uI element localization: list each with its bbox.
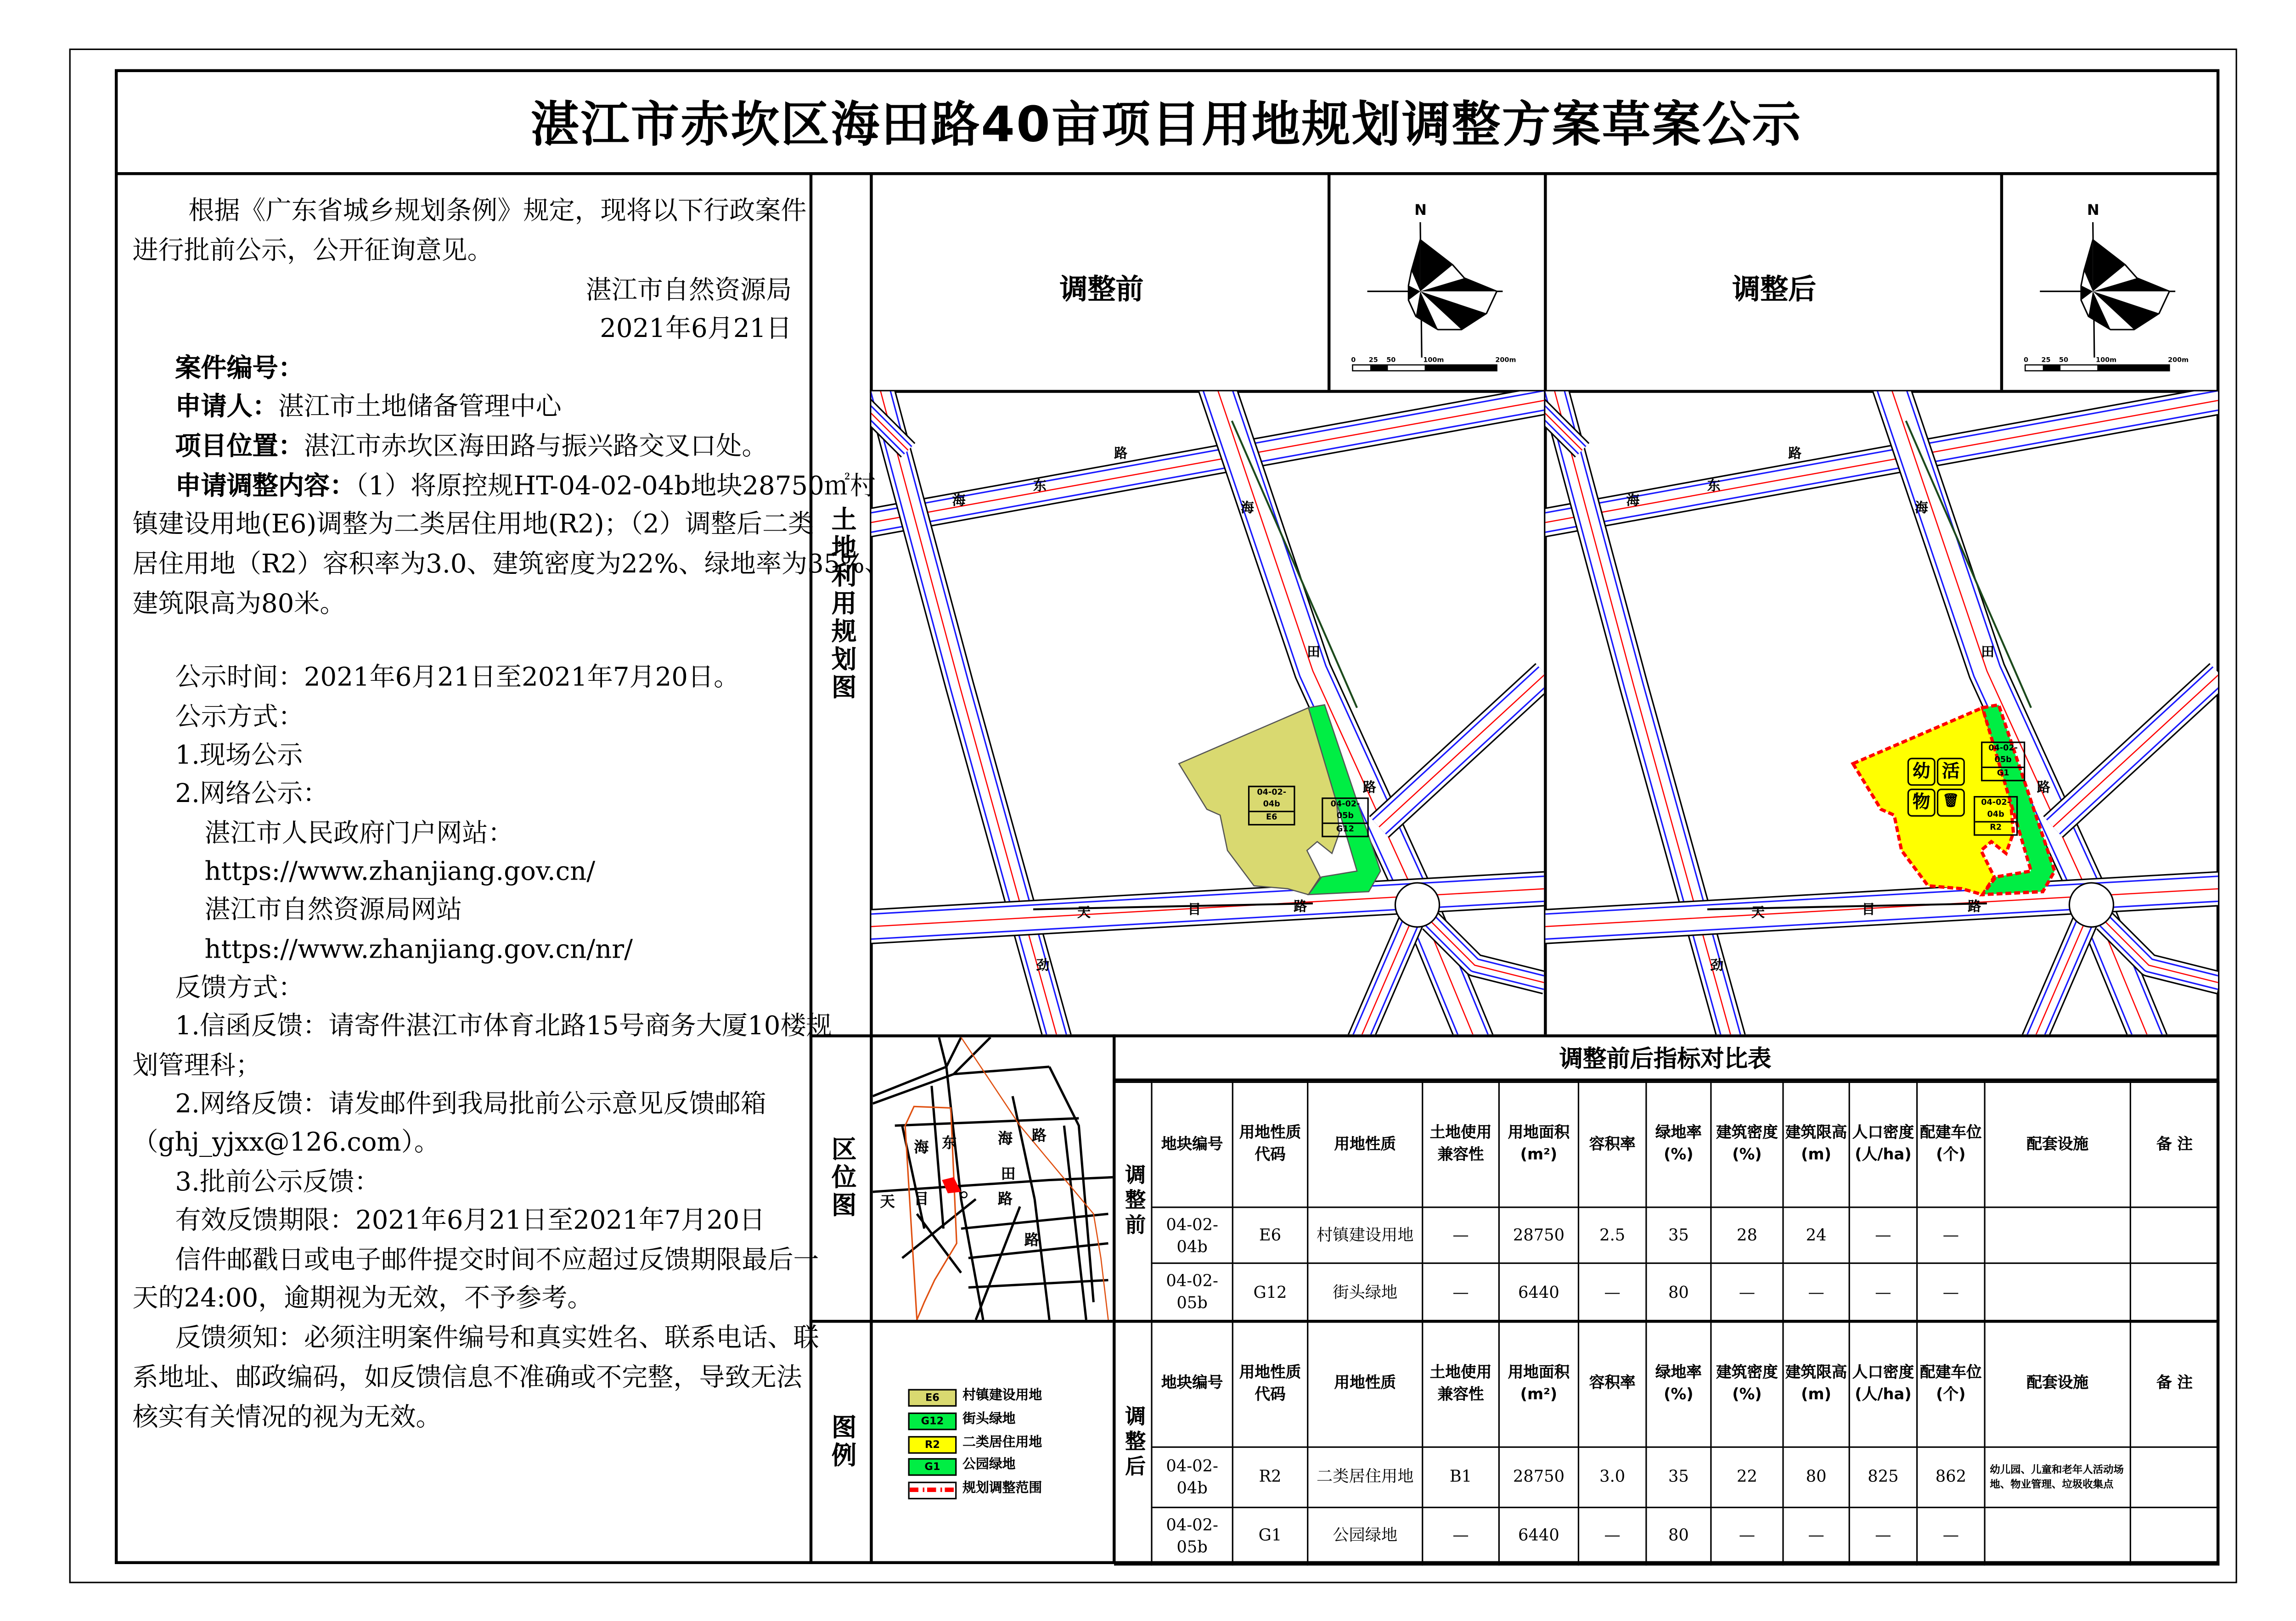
map-label: 目 bbox=[914, 1192, 929, 1208]
table-cell: — bbox=[1578, 1263, 1646, 1321]
road-label: 海 bbox=[1626, 494, 1640, 509]
street bbox=[917, 1214, 961, 1273]
section-label: 调整后 bbox=[1115, 1321, 1152, 1564]
after-map-title: 调整后 bbox=[1732, 274, 1817, 306]
notice-method: 2.网络公示： bbox=[175, 780, 329, 809]
feedback-line: 3.批前公示反馈： bbox=[175, 1168, 380, 1198]
table-cell: 幼儿园、儿童和老年人活动场地、物业管理、垃圾收集点 bbox=[1985, 1447, 2130, 1507]
table-cell bbox=[2130, 1447, 2218, 1507]
scale-segment bbox=[2043, 365, 2060, 371]
map-label: 路 bbox=[998, 1192, 1013, 1208]
project-location bbox=[175, 431, 767, 464]
table-cell: — bbox=[1783, 1507, 1849, 1564]
adjustment-line: 居住用地（R2）容积率为3.0、建筑密度为22%、绿地率为35%、 bbox=[132, 550, 890, 580]
column-header: 土地使用 兼容性 bbox=[1423, 1082, 1499, 1207]
table-cell bbox=[2130, 1263, 2218, 1321]
column-header: 备 注 bbox=[2130, 1082, 2218, 1207]
parcel-code-box: 04-02-04b E6 bbox=[1248, 786, 1295, 826]
applicant-label: 申请人： bbox=[175, 393, 278, 422]
table-cell: B1 bbox=[1423, 1447, 1499, 1507]
table-cell: 二类居住用地 bbox=[1308, 1447, 1423, 1507]
table-cell: — bbox=[1578, 1507, 1646, 1564]
map-label: 东 bbox=[942, 1136, 957, 1152]
road-label: 海 bbox=[1240, 501, 1254, 516]
legend-swatch-r2: R2 bbox=[908, 1436, 957, 1453]
table-row bbox=[1115, 1507, 2219, 1564]
feedback-line: 信件邮戳日或电子邮件提交时间不应超过反馈期限最后一 bbox=[175, 1246, 819, 1276]
column-header: 绿地率 (%) bbox=[1646, 1082, 1711, 1207]
column-header: 配建车位 (个) bbox=[1917, 1082, 1985, 1207]
table-cell: 2.5 bbox=[1578, 1207, 1646, 1263]
legend-swatch-e6: E6 bbox=[908, 1389, 957, 1407]
column-header: 人口密度 (人/ha) bbox=[1849, 1321, 1917, 1446]
feedback-line: 划管理科； bbox=[132, 1052, 261, 1082]
table-cell bbox=[1985, 1507, 2130, 1564]
parcel-code-box: 04-02-04b R2 bbox=[1974, 796, 2018, 836]
column-header: 用地面积 (m²) bbox=[1499, 1321, 1578, 1446]
column-header: 土地使用 兼容性 bbox=[1423, 1321, 1499, 1446]
north-arrow-scale-after bbox=[2002, 174, 2217, 388]
table-cell: 村镇建设用地 bbox=[1308, 1207, 1423, 1263]
section-label-legend: 图例 bbox=[826, 1414, 855, 1470]
feedback-line: 1.信函反馈：请寄件湛江市体育北路15号商务大厦10楼规 bbox=[175, 1012, 832, 1042]
table-row bbox=[1115, 1207, 2219, 1263]
column-header: 建筑密度 (%) bbox=[1711, 1082, 1783, 1207]
table-cell: — bbox=[1849, 1263, 1917, 1321]
table-cell: 862 bbox=[1917, 1447, 1985, 1507]
comparison-table-title: 调整前后指标对比表 bbox=[1113, 1034, 2218, 1082]
feedback-email[interactable]: （ghj_yjxx@126.com）。 bbox=[132, 1128, 440, 1158]
table-cell: — bbox=[1711, 1507, 1783, 1564]
legend-label: 街头绿地 bbox=[962, 1412, 1016, 1427]
road-label: 海 bbox=[952, 494, 966, 509]
column-header: 配套设施 bbox=[1985, 1321, 2130, 1446]
column-header: 用地性质 代码 bbox=[1232, 1321, 1307, 1446]
table-cell: 6440 bbox=[1499, 1507, 1578, 1564]
scale-segment bbox=[1425, 365, 1497, 371]
column-header: 建筑密度 (%) bbox=[1711, 1321, 1783, 1446]
street bbox=[954, 1067, 1049, 1074]
column-header: 用地性质 bbox=[1308, 1082, 1423, 1207]
table-cell: 24 bbox=[1783, 1207, 1849, 1263]
scale-segment bbox=[2097, 365, 2169, 371]
feedback-notice: 反馈须知：必须注明案件编号和真实姓名、联系电话、联 bbox=[175, 1324, 819, 1354]
notice-period: 公示时间：2021年6月21日至2021年7月20日。 bbox=[175, 663, 740, 693]
notice-method: 1.现场公示 bbox=[175, 741, 303, 771]
adjustment-label: 申请调整内容： bbox=[175, 472, 356, 502]
table-cell: G1 bbox=[1232, 1507, 1307, 1564]
table-cell: 80 bbox=[1783, 1447, 1849, 1507]
applicant-value: 湛江市土地储备管理中心 bbox=[278, 393, 562, 422]
street bbox=[895, 1118, 1079, 1126]
table-cell: 街头绿地 bbox=[1308, 1263, 1423, 1321]
feedback-line: 2.网络反馈：请发邮件到我局批前公示意见反馈邮箱 bbox=[175, 1090, 766, 1120]
column-header: 地块编号 bbox=[1152, 1082, 1232, 1207]
scale-tick-label: 200m bbox=[2168, 356, 2189, 364]
road-label: 劲 bbox=[1710, 959, 1724, 974]
street bbox=[1035, 1199, 1049, 1320]
compass-n-label: N bbox=[2087, 201, 2099, 219]
legend-swatch-boundary bbox=[908, 1482, 957, 1499]
column-header: 用地性质 代码 bbox=[1232, 1082, 1307, 1207]
table-cell: — bbox=[1423, 1263, 1499, 1321]
scale-tick-label: 200m bbox=[1495, 356, 1516, 364]
table-cell: 28750 bbox=[1499, 1207, 1578, 1263]
table-cell: 35 bbox=[1646, 1447, 1711, 1507]
location-map-drawing bbox=[873, 1038, 1113, 1320]
table-cell: G12 bbox=[1232, 1263, 1307, 1321]
scale-tick-label: 25 bbox=[1368, 356, 1378, 364]
column-header: 建筑限高 (m) bbox=[1783, 1321, 1849, 1446]
column-header: 备 注 bbox=[2130, 1321, 2218, 1446]
scale-tick-label: 100m bbox=[2096, 356, 2117, 364]
table-cell: — bbox=[1849, 1507, 1917, 1564]
map-label: 路 bbox=[1031, 1128, 1047, 1145]
table-cell: — bbox=[1711, 1263, 1783, 1321]
table-cell: — bbox=[1917, 1263, 1985, 1321]
compass-n-label: N bbox=[1414, 201, 1427, 219]
table-cell: 04-02-04b bbox=[1152, 1447, 1232, 1507]
parcel-code-box: 04-02-05b G1 bbox=[1981, 741, 2025, 781]
column-header: 容积率 bbox=[1578, 1082, 1646, 1207]
scale-tick-label: 50 bbox=[1386, 356, 1396, 364]
table-cell: — bbox=[1423, 1507, 1499, 1564]
street bbox=[1013, 1096, 1035, 1199]
table-cell: 04-02-05b bbox=[1152, 1507, 1232, 1564]
parcel-code-box: 04-02-05b G12 bbox=[1322, 797, 1369, 837]
road-label: 路 bbox=[1362, 781, 1376, 796]
notice-method-label: 公示方式： bbox=[175, 703, 304, 733]
legend-label: 公园绿地 bbox=[962, 1458, 1016, 1473]
map-label: 田 bbox=[1001, 1167, 1016, 1183]
feedback-notice: 系地址、邮政编码，如反馈信息不准确或不完整，导致无法 bbox=[132, 1364, 802, 1394]
table-cell: 3.0 bbox=[1578, 1447, 1646, 1507]
kindergarten-icon: 幼 bbox=[1908, 758, 1936, 786]
adjustment-content bbox=[175, 471, 876, 504]
table-cell: 04-02-04b bbox=[1152, 1207, 1232, 1263]
scale-tick-label: 25 bbox=[2041, 356, 2051, 364]
roundabout bbox=[2069, 883, 2113, 927]
street bbox=[1064, 1126, 1086, 1320]
feedback-notice: 核实有关情况的视为无效。 bbox=[132, 1403, 442, 1433]
website-name: 湛江市人民政府门户网站： bbox=[204, 819, 514, 849]
column-header: 用地性质 bbox=[1308, 1321, 1423, 1446]
street bbox=[939, 1038, 983, 1320]
table-cell: 6440 bbox=[1499, 1263, 1578, 1321]
table-cell: — bbox=[1423, 1207, 1499, 1263]
intro-line: 根据《广东省城乡规划条例》规定，现将以下行政案件 bbox=[188, 197, 807, 227]
column-header: 地块编号 bbox=[1152, 1321, 1232, 1446]
table-cell: 28 bbox=[1711, 1207, 1783, 1263]
section-label-location-map: 区位图 bbox=[826, 1135, 855, 1219]
map-label: 路 bbox=[1024, 1233, 1039, 1250]
roundabout bbox=[1395, 883, 1439, 927]
table-cell: — bbox=[1849, 1207, 1917, 1263]
feedback-line: 天的24:00，逾期视为无效，不予参考。 bbox=[132, 1284, 593, 1314]
website-name: 湛江市自然资源局网站 bbox=[204, 896, 462, 926]
table-cell: R2 bbox=[1232, 1447, 1307, 1507]
table-cell: E6 bbox=[1232, 1207, 1307, 1263]
adjustment-line: 建筑限高为80米。 bbox=[132, 590, 346, 620]
road-label: 海 bbox=[1914, 501, 1928, 516]
road-label: 目 bbox=[1862, 903, 1875, 918]
legend-label: 规划调整范围 bbox=[962, 1481, 1042, 1497]
before-map-title: 调整前 bbox=[1059, 274, 1144, 306]
before-map bbox=[871, 392, 1544, 1035]
table-cell: 80 bbox=[1646, 1507, 1711, 1564]
map-label: 天 bbox=[880, 1195, 895, 1211]
website-link[interactable]: https://www.zhanjiang.gov.cn/ bbox=[204, 858, 596, 887]
garbage-collection-icon: 🗑 bbox=[1937, 789, 1965, 817]
location-value: 湛江市赤坎区海田路与振兴路交叉口处。 bbox=[304, 432, 768, 462]
table-cell: — bbox=[1917, 1507, 1985, 1564]
column-header: 容积率 bbox=[1578, 1321, 1646, 1446]
adjustment-line: 镇建设用地(E6)调整为二类居住用地(R2)；（2）调整后二类 bbox=[132, 510, 814, 540]
road-label: 劲 bbox=[1036, 959, 1050, 974]
before-map-drawing bbox=[871, 392, 1544, 1035]
road-label: 天 bbox=[1077, 906, 1091, 921]
table-cell: 825 bbox=[1849, 1447, 1917, 1507]
scale-tick-label: 0 bbox=[2024, 356, 2029, 364]
legend-swatch-g1: G1 bbox=[908, 1458, 957, 1475]
road-label: 田 bbox=[1307, 646, 1321, 661]
table-cell bbox=[1985, 1207, 2130, 1263]
column-header: 建筑限高 (m) bbox=[1783, 1082, 1849, 1207]
legend-swatch-g12: G12 bbox=[908, 1413, 957, 1430]
column-header: 人口密度 (人/ha) bbox=[1849, 1082, 1917, 1207]
legend-label: 村镇建设用地 bbox=[962, 1389, 1042, 1404]
road-label: 天 bbox=[1751, 906, 1765, 921]
road-label: 东 bbox=[1033, 479, 1047, 494]
table-cell: — bbox=[1783, 1263, 1849, 1321]
table-cell: — bbox=[1917, 1207, 1985, 1263]
applicant bbox=[175, 392, 561, 424]
scale-tick-label: 50 bbox=[2059, 356, 2068, 364]
location-label: 项目位置： bbox=[175, 432, 304, 462]
website-link[interactable]: https://www.zhanjiang.gov.cn/nr/ bbox=[204, 936, 633, 965]
map-label: 海 bbox=[998, 1131, 1013, 1148]
table-row bbox=[1115, 1263, 2219, 1321]
road-label: 田 bbox=[1981, 646, 1994, 661]
issue-date: 2021年6月21日 bbox=[600, 314, 792, 344]
table-cell bbox=[1985, 1263, 2130, 1321]
after-map bbox=[1545, 392, 2218, 1035]
table-cell bbox=[2130, 1507, 2218, 1564]
road-label: 路 bbox=[1968, 900, 1981, 915]
adjustment-value: （1）将原控规HT-04-02-04b地块28750㎡村 bbox=[355, 472, 876, 502]
comparison-table-before bbox=[1114, 1082, 2219, 1321]
location-map bbox=[873, 1038, 1113, 1320]
page-title: 湛江市赤坎区海田路40亩项目用地规划调整方案草案公示 bbox=[530, 95, 1802, 152]
column-header: 配套设施 bbox=[1985, 1082, 2130, 1207]
road-label: 东 bbox=[1707, 479, 1721, 494]
road-label: 路 bbox=[1114, 447, 1128, 462]
feedback-method-label: 反馈方式： bbox=[175, 974, 304, 1004]
table-cell: 22 bbox=[1711, 1447, 1783, 1507]
feedback-deadline: 有效反馈期限：2021年6月21日至2021年7月20日 bbox=[175, 1206, 765, 1236]
map-label: 海 bbox=[914, 1140, 929, 1157]
column-header: 用地面积 (m²) bbox=[1499, 1082, 1578, 1207]
road-label: 路 bbox=[2037, 781, 2050, 796]
table-cell: 35 bbox=[1646, 1207, 1711, 1263]
section-label: 调整前 bbox=[1115, 1082, 1152, 1320]
road-label: 目 bbox=[1187, 903, 1201, 918]
intro-line: 进行批前公示，公开征询意见。 bbox=[132, 237, 493, 267]
table-cell: 28750 bbox=[1499, 1447, 1578, 1507]
activity-area-icon: 活 bbox=[1937, 758, 1965, 786]
scale-segment bbox=[1370, 365, 1388, 371]
table-cell: 80 bbox=[1646, 1263, 1711, 1321]
column-header: 配建车位 (个) bbox=[1917, 1321, 1985, 1446]
section-label-land-use-map: 土地利用规划图 bbox=[826, 505, 855, 701]
after-map-drawing bbox=[1545, 392, 2218, 1035]
column-header: 绿地率 (%) bbox=[1646, 1321, 1711, 1446]
north-arrow-scale-before bbox=[1329, 174, 1544, 388]
table-cell bbox=[2130, 1207, 2218, 1263]
table-row bbox=[1115, 1447, 2219, 1507]
road-label: 路 bbox=[1788, 447, 1802, 462]
property-management-icon: 物 bbox=[1908, 789, 1936, 817]
issuer: 湛江市自然资源局 bbox=[585, 276, 792, 306]
divider bbox=[115, 172, 2219, 175]
table-cell: 公园绿地 bbox=[1308, 1507, 1423, 1564]
roundabout bbox=[961, 1192, 967, 1198]
case-number-label: 案件编号： bbox=[175, 354, 304, 384]
comparison-table-after bbox=[1114, 1320, 2219, 1565]
table-cell: 04-02-05b bbox=[1152, 1263, 1232, 1321]
road-label: 路 bbox=[1294, 900, 1307, 915]
scale-tick-label: 100m bbox=[1423, 356, 1444, 364]
legend-label: 二类居住用地 bbox=[962, 1436, 1042, 1451]
scale-tick-label: 0 bbox=[1351, 356, 1356, 364]
